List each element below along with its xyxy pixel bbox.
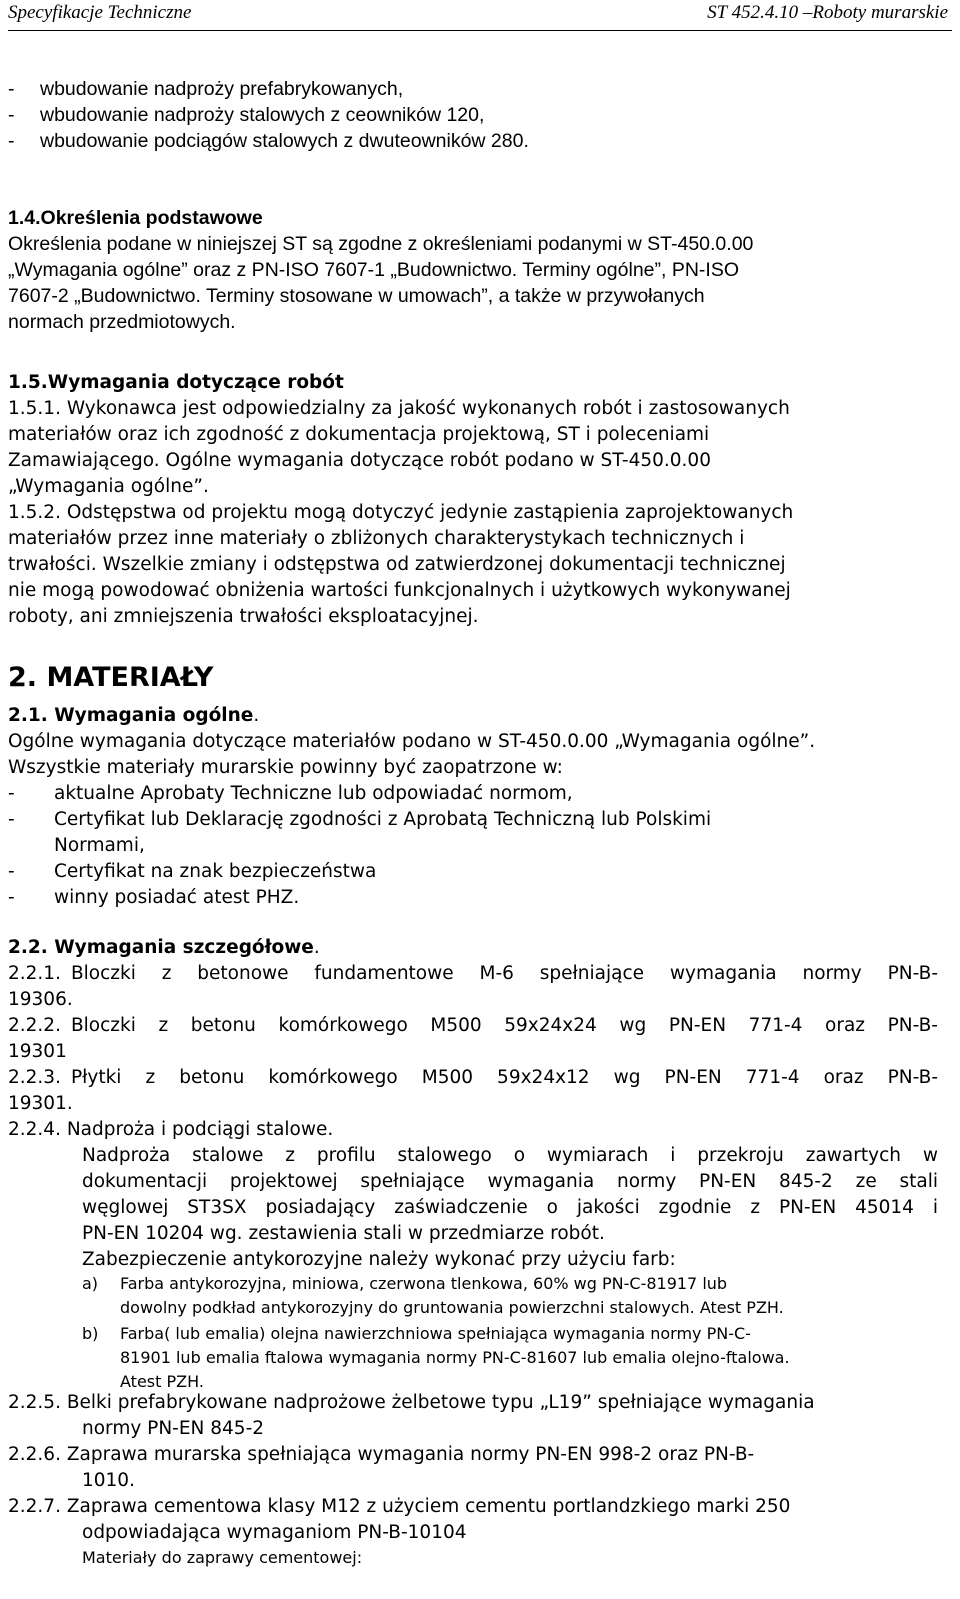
header-left: Specyfikacje Techniczne <box>8 2 192 23</box>
paragraph-line: Wszystkie materiały murarskie powinny być zaopatrzone w: <box>8 757 563 778</box>
paragraph-line: 1.5.1. Wykonawca jest odpowiedzialny za jakość wykonanych robót i zastosowanych <box>8 398 790 419</box>
paragraph-line: 1.5.2. Odstępstwa od projektu mogą dotyczyć jedynie zastąpienia zaprojektowanych <box>8 502 794 523</box>
paragraph-line: Ogólne wymagania dotyczące materiałów podano w ST-450.0.00 „Wymagania ogólne”. <box>8 731 816 752</box>
list-item: - Certyfikat na znak bezpieczeństwa <box>8 861 377 882</box>
spec-item: 2.2.7. Zaprawa cementowa klasy M12 z użyciem cementu portlandzkiego marki 250 <box>8 1496 791 1517</box>
paragraph-line: Określenia podane w niniejszej ST są zgodne z określeniami podanymi w ST-450.0.00 <box>8 233 754 255</box>
section-1-4 <box>8 205 938 335</box>
list-item: - Certyfikat lub Deklarację zgodności z Aprobatą Techniczną lub Polskimi Normami, <box>8 809 712 856</box>
list-item: - winny posiadać atest PHZ. <box>8 887 300 908</box>
paragraph-line: roboty, ani zmniejszenia trwałości eksploatacyjnej. <box>8 606 479 627</box>
header-right: ST 452.4.10 –Roboty murarskie <box>707 2 948 23</box>
section-heading: 1.4.Określenia podstawowe <box>8 207 263 229</box>
list-item: - wbudowanie nadproży prefabrykowanych, <box>8 78 404 100</box>
list-item: - wbudowanie nadproży stalowych z ceowników 120, <box>8 104 485 126</box>
section-heading: 2.1. Wymagania ogólne. <box>8 705 260 726</box>
list-item: a) Farba antykorozyjna, miniowa, czerwona tlenkowa, 60% wg PN-C-81917 lub dowolny podkład antykorozyjny do gruntowania powierzchni stalowych. Atest PZH. <box>82 1274 784 1317</box>
paragraph-line: nie mogą powodować obniżenia wartości funkcjonalnych i użytkowych wykonywanej <box>8 580 791 601</box>
paragraph-line: trwałości. Wszelkie zmiany i odstępstwa od zatwierdzonej dokumentacji technicznej <box>8 554 786 575</box>
paint-list <box>8 1272 938 1394</box>
paragraph-line: „Wymagania ogólne”. <box>8 476 209 497</box>
item-number: 1.5.1. <box>8 398 61 419</box>
spec-item: 2.2.2. Bloczki z betonu komórkowego M500 59x24x24 wg PN-EN 771-4 oraz PN-B- 19301 <box>8 1015 938 1062</box>
section-2-2 <box>8 935 938 1273</box>
paragraph-line: „Wymagania ogólne” oraz z PN-ISO 7607-1 „Budownictwo. Terminy ogólne”, PN-ISO <box>8 259 740 281</box>
paragraph-line: normach przedmiotowych. <box>8 311 236 333</box>
section-heading: 1.5.Wymagania dotyczące robót <box>8 372 344 393</box>
list-item: - aktualne Aprobaty Techniczne lub odpowiadać normom, <box>8 783 573 804</box>
spec-item-body: Nadproża stalowe z profilu stalowego o wymiarach i przekroju zawartych w dokumentacji projektowej spełniające wymagania normy PN-EN 845-2 ze stali węglowej ST3SX posiadający zaświadczenie o jakości zgodnie z PN-EN 45014 i PN-EN 10204 wg. zestawienia stali w przedmiarze robót. Zabezpieczenie antykorozyjne należy wykonać przy użyciu farb: <box>82 1145 938 1270</box>
section-1-5 <box>8 370 938 630</box>
paragraph-line: Zamawiającego. Ogólne wymagania dotyczące robót podano w ST-450.0.00 <box>8 450 711 471</box>
top-list <box>8 76 938 154</box>
page-header <box>8 0 952 31</box>
paragraph-line: Materiały do zaprawy cementowej: <box>82 1548 363 1567</box>
list-item: - wbudowanie podciągów stalowych z dwuteowników 280. <box>8 130 529 152</box>
spec-items-tail: 2.2.5. Belki prefabrykowane nadprożowe żelbetowe typu „L19” spełniające wymagania normy PN-EN 845-2 2.2.6. Zaprawa murarska spełniająca wymagania normy PN-EN 998-2 oraz PN-B- 1010. 2.2.7. Zaprawa cementowa klasy M12 z użyciem cementu portlandzkiego marki 250 odpowiadająca wymaganiom PN-B-10104 Materiały do zaprawy cementowej: <box>8 1390 938 1570</box>
spec-item: 2.2.5. Belki prefabrykowane nadprożowe żelbetowe typu „L19” spełniające wymagania <box>8 1392 815 1413</box>
section-heading: 2.2. Wymagania szczegółowe. <box>8 937 320 958</box>
list-item: b) Farba( lub emalia) olejna nawierzchniowa spełniająca wymagania normy PN-C- 81901 lub emalia ftalowa wymagania normy PN-C-81607 lub emalia olejno-ftalowa. Atest PZH. <box>82 1324 790 1391</box>
spec-item: 2.2.3. Płytki z betonu komórkowego M500 59x24x12 wg PN-EN 771-4 oraz PN-B- 19301. <box>8 1067 938 1114</box>
paragraph-line: materiałów oraz ich zgodność z dokumentacja projektową, ST i poleceniami <box>8 424 710 445</box>
spec-item: 2.2.1. Bloczki z betonowe fundamentowe M-6 spełniające wymagania normy PN-B- 19306. <box>8 963 938 1010</box>
paragraph-line: materiałów przez inne materiały o zbliżonych charakterystykach technicznych i <box>8 528 745 549</box>
spec-item: 2.2.4. Nadproża i podciągi stalowe. <box>8 1119 334 1140</box>
section-2-1 <box>8 703 938 911</box>
paragraph-line: 7607-2 „Budownictwo. Terminy stosowane w umowach”, a także w przywołanych <box>8 285 705 307</box>
spec-item: 2.2.6. Zaprawa murarska spełniająca wymagania normy PN-EN 998-2 oraz PN-B- <box>8 1444 755 1465</box>
chapter-heading: 2. MATERIAŁY <box>8 662 214 693</box>
item-number: 1.5.2. <box>8 502 61 523</box>
